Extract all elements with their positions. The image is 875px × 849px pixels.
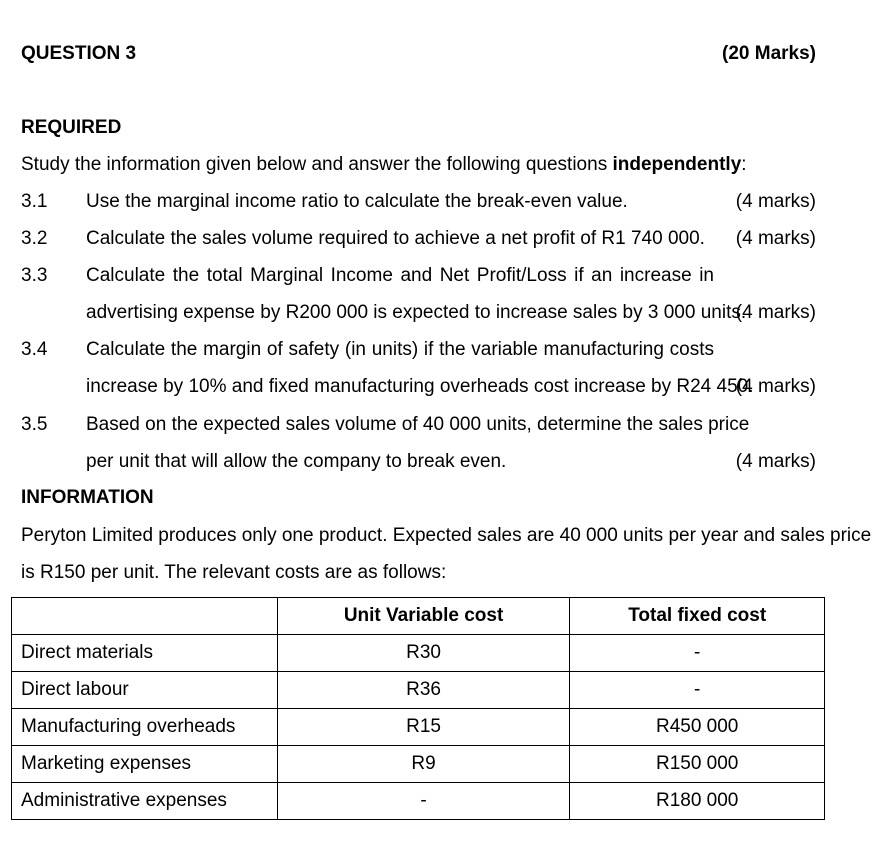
total-fixed-cost-value: R180 000 <box>570 783 825 820</box>
question-number: 3.5 <box>21 414 48 435</box>
total-fixed-cost-value: - <box>570 635 825 672</box>
question-marks: (4 marks) <box>735 376 816 397</box>
cost-item-label: Direct materials <box>12 635 278 672</box>
cost-item-label: Administrative expenses <box>12 783 278 820</box>
information-paragraph-line: Peryton Limited produces only one product. Expected sales are 40 000 units per year and sales price <box>21 525 872 546</box>
question-text-line: increase by 10% and fixed manufacturing overheads cost increase by R24 450. <box>86 376 754 397</box>
instructions-text-start: Study the information given below and answer the following questions <box>21 154 613 175</box>
question-number: 3.3 <box>21 265 48 286</box>
question-number: 3.4 <box>21 339 48 360</box>
cost-item-label: Direct labour <box>12 672 278 709</box>
unit-variable-cost-value: R36 <box>277 672 570 709</box>
question-total-marks: (20 Marks) <box>722 43 816 64</box>
table-row <box>12 783 825 820</box>
instructions-text <box>21 154 747 176</box>
question-text-line: advertising expense by R200 000 is expected to increase sales by 3 000 units. <box>86 302 747 323</box>
cost-item-label: Manufacturing overheads <box>12 709 278 746</box>
table-row <box>12 672 825 709</box>
table-header-row <box>12 598 825 635</box>
question-text-line: Based on the expected sales volume of 40 000 units, determine the sales price <box>86 414 750 435</box>
header-cell-blank <box>12 598 278 635</box>
total-fixed-cost-value: R150 000 <box>570 746 825 783</box>
question-text-line: Calculate the total Marginal Income and Net Profit/Loss if an increase in <box>86 265 714 286</box>
unit-variable-cost-value: - <box>277 783 570 820</box>
question-text-line: Calculate the margin of safety (in units) if the variable manufacturing costs <box>86 339 714 360</box>
question-marks: (4 marks) <box>735 191 816 212</box>
question-text-line: per unit that will allow the company to break even. <box>86 451 507 472</box>
question-number: 3.2 <box>21 228 48 249</box>
unit-variable-cost-value: R30 <box>277 635 570 672</box>
instructions-text-end: : <box>741 154 747 175</box>
total-fixed-cost-value: R450 000 <box>570 709 825 746</box>
cost-table <box>11 597 825 820</box>
total-fixed-cost-value: - <box>570 672 825 709</box>
table-row <box>12 635 825 672</box>
required-heading: REQUIRED <box>21 117 122 138</box>
unit-variable-cost-value: R15 <box>277 709 570 746</box>
table-row <box>12 746 825 783</box>
instructions-text-emphasis: independently <box>612 154 742 175</box>
question-marks: (4 marks) <box>735 228 816 249</box>
information-paragraph-line: is R150 per unit. The relevant costs are as follows: <box>21 562 447 583</box>
question-text-line: Use the marginal income ratio to calculate the break-even value. <box>86 191 628 212</box>
table-row <box>12 709 825 746</box>
header-unit-variable-cost: Unit Variable cost <box>277 598 570 635</box>
question-marks: (4 marks) <box>735 451 816 472</box>
header-total-fixed-cost: Total fixed cost <box>570 598 825 635</box>
question-text-line: Calculate the sales volume required to achieve a net profit of R1 740 000. <box>86 228 705 249</box>
question-title: QUESTION 3 <box>21 43 137 64</box>
cost-item-label: Marketing expenses <box>12 746 278 783</box>
information-heading: INFORMATION <box>21 487 154 508</box>
unit-variable-cost-value: R9 <box>277 746 570 783</box>
question-marks: (4 marks) <box>735 302 816 323</box>
question-number: 3.1 <box>21 191 48 212</box>
